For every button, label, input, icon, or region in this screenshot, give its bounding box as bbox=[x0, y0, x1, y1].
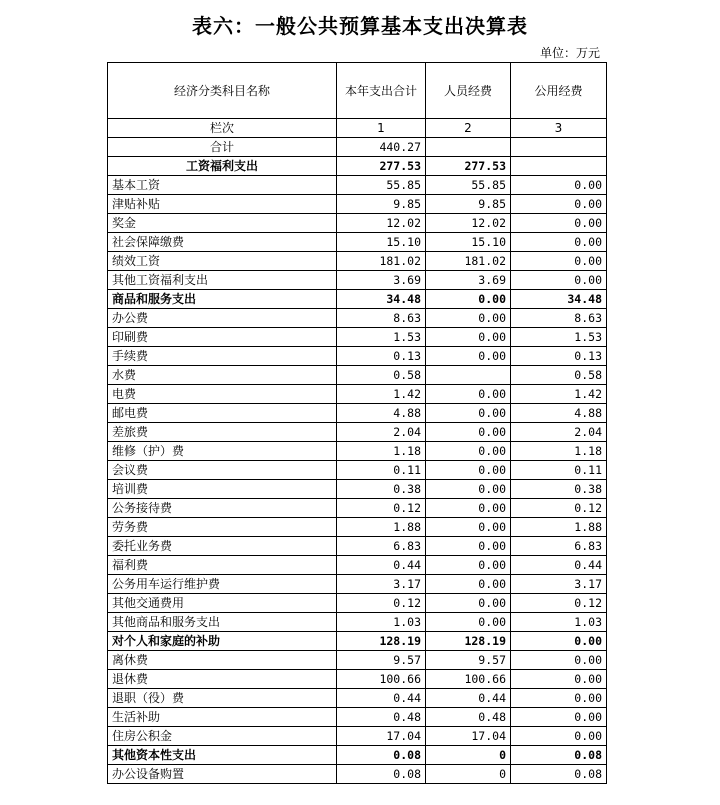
row-label: 绩效工资 bbox=[108, 252, 337, 271]
row-value: 4.88 bbox=[337, 404, 426, 423]
table-row bbox=[108, 309, 607, 328]
table-row bbox=[108, 271, 607, 290]
row-value: 0.13 bbox=[511, 347, 607, 366]
row-label: 印刷费 bbox=[108, 328, 337, 347]
row-label: 公务接待费 bbox=[108, 499, 337, 518]
table-header-row bbox=[108, 63, 607, 119]
row-value: 9.57 bbox=[426, 651, 511, 670]
row-value: 0.12 bbox=[511, 499, 607, 518]
row-value: 0.00 bbox=[511, 176, 607, 195]
table-row bbox=[108, 613, 607, 632]
row-value: 128.19 bbox=[337, 632, 426, 651]
row-value: 0.08 bbox=[511, 765, 607, 784]
row-value: 0.00 bbox=[426, 461, 511, 480]
row-value: 1.03 bbox=[511, 613, 607, 632]
row-value: 34.48 bbox=[511, 290, 607, 309]
row-value: 0.44 bbox=[426, 689, 511, 708]
table-row bbox=[108, 252, 607, 271]
row-label: 会议费 bbox=[108, 461, 337, 480]
row-label: 合计 bbox=[108, 138, 337, 157]
table-row bbox=[108, 518, 607, 537]
table-row bbox=[108, 176, 607, 195]
row-label: 手续费 bbox=[108, 347, 337, 366]
row-value: 0.44 bbox=[337, 689, 426, 708]
row-value: 0.00 bbox=[426, 404, 511, 423]
row-value: 0.00 bbox=[426, 499, 511, 518]
row-value: 0.00 bbox=[511, 233, 607, 252]
row-value bbox=[426, 366, 511, 385]
row-value: 0 bbox=[426, 746, 511, 765]
row-value: 0.00 bbox=[426, 328, 511, 347]
row-value: 3.17 bbox=[337, 575, 426, 594]
row-value: 0.00 bbox=[426, 385, 511, 404]
row-value: 3 bbox=[511, 119, 607, 138]
table-row bbox=[108, 385, 607, 404]
row-value bbox=[511, 138, 607, 157]
row-label: 栏次 bbox=[108, 119, 337, 138]
header-category: 经济分类科目名称 bbox=[108, 63, 337, 119]
table-row bbox=[108, 214, 607, 233]
row-value: 17.04 bbox=[337, 727, 426, 746]
table-row bbox=[108, 575, 607, 594]
row-value: 0.11 bbox=[511, 461, 607, 480]
row-label: 公务用车运行维护费 bbox=[108, 575, 337, 594]
row-value: 181.02 bbox=[426, 252, 511, 271]
row-value: 1.53 bbox=[511, 328, 607, 347]
row-value: 0 bbox=[426, 765, 511, 784]
row-value: 0.00 bbox=[426, 423, 511, 442]
row-value: 55.85 bbox=[426, 176, 511, 195]
row-value: 0.00 bbox=[426, 537, 511, 556]
table-row bbox=[108, 537, 607, 556]
row-label: 劳务费 bbox=[108, 518, 337, 537]
row-value: 4.88 bbox=[511, 404, 607, 423]
row-label: 住房公积金 bbox=[108, 727, 337, 746]
table-row bbox=[108, 727, 607, 746]
row-value: 0.00 bbox=[511, 689, 607, 708]
row-value: 0.00 bbox=[511, 651, 607, 670]
row-label: 其他工资福利支出 bbox=[108, 271, 337, 290]
row-value: 0.08 bbox=[337, 746, 426, 765]
row-value: 0.00 bbox=[511, 214, 607, 233]
row-value: 0.00 bbox=[426, 613, 511, 632]
row-value: 0.00 bbox=[426, 442, 511, 461]
row-label: 社会保障缴费 bbox=[108, 233, 337, 252]
row-value: 0.00 bbox=[426, 480, 511, 499]
row-value: 0.00 bbox=[426, 309, 511, 328]
row-label: 委托业务费 bbox=[108, 537, 337, 556]
table-row bbox=[108, 651, 607, 670]
row-value: 1.03 bbox=[337, 613, 426, 632]
row-value: 128.19 bbox=[426, 632, 511, 651]
row-value: 0.12 bbox=[511, 594, 607, 613]
row-value: 2 bbox=[426, 119, 511, 138]
row-value: 34.48 bbox=[337, 290, 426, 309]
row-value: 9.85 bbox=[337, 195, 426, 214]
row-value: 181.02 bbox=[337, 252, 426, 271]
table-row bbox=[108, 404, 607, 423]
table-row bbox=[108, 119, 607, 138]
row-value: 0.00 bbox=[426, 347, 511, 366]
row-value: 17.04 bbox=[426, 727, 511, 746]
row-value: 0.58 bbox=[511, 366, 607, 385]
row-value: 0.48 bbox=[337, 708, 426, 727]
row-label: 其他交通费用 bbox=[108, 594, 337, 613]
table-row bbox=[108, 499, 607, 518]
row-label: 商品和服务支出 bbox=[108, 290, 337, 309]
table-row bbox=[108, 423, 607, 442]
row-label: 水费 bbox=[108, 366, 337, 385]
row-value: 0.08 bbox=[511, 746, 607, 765]
row-label: 差旅费 bbox=[108, 423, 337, 442]
row-label: 津贴补贴 bbox=[108, 195, 337, 214]
table-row bbox=[108, 347, 607, 366]
row-value: 3.69 bbox=[337, 271, 426, 290]
row-value: 0.08 bbox=[337, 765, 426, 784]
page-title: 表六：一般公共预算基本支出决算表 bbox=[192, 14, 528, 38]
row-value: 6.83 bbox=[337, 537, 426, 556]
row-value: 0.58 bbox=[337, 366, 426, 385]
row-value: 0.00 bbox=[511, 271, 607, 290]
row-value: 15.10 bbox=[426, 233, 511, 252]
row-value: 0.00 bbox=[511, 195, 607, 214]
row-value: 100.66 bbox=[337, 670, 426, 689]
row-value: 0.44 bbox=[337, 556, 426, 575]
table-row bbox=[108, 233, 607, 252]
row-value: 1.53 bbox=[337, 328, 426, 347]
row-label: 办公设备购置 bbox=[108, 765, 337, 784]
row-label: 维修（护）费 bbox=[108, 442, 337, 461]
table-row bbox=[108, 290, 607, 309]
table-body bbox=[108, 119, 607, 784]
row-value: 0.44 bbox=[511, 556, 607, 575]
row-value: 12.02 bbox=[426, 214, 511, 233]
header-personnel: 人员经费 bbox=[426, 63, 511, 119]
row-value: 0.00 bbox=[511, 632, 607, 651]
row-value: 1.18 bbox=[511, 442, 607, 461]
row-value: 6.83 bbox=[511, 537, 607, 556]
row-value: 277.53 bbox=[426, 157, 511, 176]
row-value: 1.88 bbox=[511, 518, 607, 537]
row-label: 其他商品和服务支出 bbox=[108, 613, 337, 632]
budget-table bbox=[107, 62, 607, 784]
table-row bbox=[108, 442, 607, 461]
table-row bbox=[108, 480, 607, 499]
table-row bbox=[108, 708, 607, 727]
row-value: 1.42 bbox=[511, 385, 607, 404]
row-value: 0.00 bbox=[426, 556, 511, 575]
table-row bbox=[108, 366, 607, 385]
header-total: 本年支出合计 bbox=[337, 63, 426, 119]
row-value: 12.02 bbox=[337, 214, 426, 233]
row-label: 奖金 bbox=[108, 214, 337, 233]
row-label: 邮电费 bbox=[108, 404, 337, 423]
table-row bbox=[108, 670, 607, 689]
row-label: 退休费 bbox=[108, 670, 337, 689]
row-label: 工资福利支出 bbox=[108, 157, 337, 176]
table-row bbox=[108, 594, 607, 613]
table-row bbox=[108, 765, 607, 784]
row-value: 0.00 bbox=[426, 290, 511, 309]
row-value: 277.53 bbox=[337, 157, 426, 176]
row-value: 8.63 bbox=[337, 309, 426, 328]
row-label: 福利费 bbox=[108, 556, 337, 575]
row-value: 0.11 bbox=[337, 461, 426, 480]
table-row bbox=[108, 328, 607, 347]
header-public: 公用经费 bbox=[511, 63, 607, 119]
row-value bbox=[511, 157, 607, 176]
row-value: 100.66 bbox=[426, 670, 511, 689]
row-value: 8.63 bbox=[511, 309, 607, 328]
row-label: 基本工资 bbox=[108, 176, 337, 195]
row-value: 0.00 bbox=[426, 518, 511, 537]
row-value: 15.10 bbox=[337, 233, 426, 252]
row-value bbox=[426, 138, 511, 157]
table-row bbox=[108, 138, 607, 157]
row-label: 生活补助 bbox=[108, 708, 337, 727]
table-row bbox=[108, 461, 607, 480]
row-value: 9.85 bbox=[426, 195, 511, 214]
row-label: 培训费 bbox=[108, 480, 337, 499]
unit-label: 单位：万元 bbox=[539, 46, 600, 60]
row-value: 3.69 bbox=[426, 271, 511, 290]
row-label: 离休费 bbox=[108, 651, 337, 670]
row-value: 0.00 bbox=[511, 252, 607, 271]
row-value: 440.27 bbox=[337, 138, 426, 157]
row-value: 0.38 bbox=[337, 480, 426, 499]
table-row bbox=[108, 746, 607, 765]
row-value: 3.17 bbox=[511, 575, 607, 594]
row-value: 2.04 bbox=[337, 423, 426, 442]
row-value: 2.04 bbox=[511, 423, 607, 442]
row-value: 9.57 bbox=[337, 651, 426, 670]
table-row bbox=[108, 157, 607, 176]
table-row bbox=[108, 556, 607, 575]
row-value: 0.00 bbox=[511, 670, 607, 689]
row-value: 1 bbox=[337, 119, 426, 138]
table-row bbox=[108, 195, 607, 214]
table-row bbox=[108, 689, 607, 708]
row-value: 0.38 bbox=[511, 480, 607, 499]
table-row bbox=[108, 632, 607, 651]
row-value: 0.00 bbox=[426, 594, 511, 613]
row-label: 电费 bbox=[108, 385, 337, 404]
row-value: 0.12 bbox=[337, 499, 426, 518]
row-value: 1.18 bbox=[337, 442, 426, 461]
row-value: 0.00 bbox=[511, 708, 607, 727]
row-value: 0.48 bbox=[426, 708, 511, 727]
row-value: 1.88 bbox=[337, 518, 426, 537]
row-value: 0.12 bbox=[337, 594, 426, 613]
row-label: 办公费 bbox=[108, 309, 337, 328]
row-label: 退职（役）费 bbox=[108, 689, 337, 708]
row-label: 对个人和家庭的补助 bbox=[108, 632, 337, 651]
row-value: 1.42 bbox=[337, 385, 426, 404]
row-value: 0.00 bbox=[511, 727, 607, 746]
row-value: 0.00 bbox=[426, 575, 511, 594]
row-label: 其他资本性支出 bbox=[108, 746, 337, 765]
row-value: 55.85 bbox=[337, 176, 426, 195]
row-value: 0.13 bbox=[337, 347, 426, 366]
